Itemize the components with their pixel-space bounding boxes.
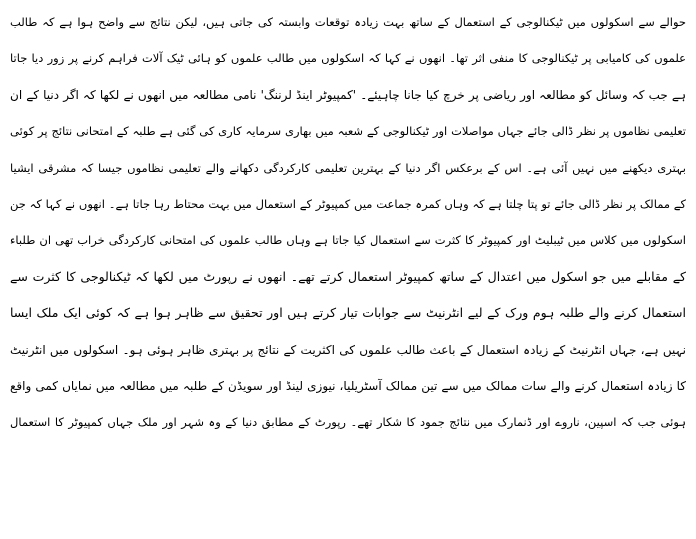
article-line: حوالے سے اسکولوں میں ٹیکنالوجی کے استعمال کے ساتھ بہت زیادہ توقعات وابستہ کی جاتی ہیں، لیکن نتائج سے واضح ہوا ہے کہ طالب	[10, 15, 686, 29]
article-line: ہوئی جب کہ اسپین، ناروے اور ڈنمارک میں نتائج جمود کا شکار تھے۔ رپورٹ کے مطابق دنیا کے وہ شہر اور ملک جہاں کمپیوٹر کا استعمال	[10, 415, 686, 430]
article-line: اسکولوں میں کلاس میں ٹیبلیٹ اور کمپیوٹر کا کثرت سے استعمال کیا جاتا ہے وہاں طالب علموں کی امتحانی کارکردگی خراب تھی ان طلباء	[10, 233, 686, 248]
article-line: تعلیمی نظاموں پر نظر ڈالی جائے جہاں مواصلات اور ٹیکنالوجی کے شعبہ میں بھاری سرمایہ کاری کی گئی ہے طلبہ کے امتحانی نتائج پر کوئی	[10, 124, 686, 139]
article-line: ہے جب کہ وسائل کو مطالعہ اور ریاضی پر خرچ کیا جانا چاہیئے۔ 'کمپیوٹر اینڈ لرننگ' نامی مطالعہ میں انھوں نے لکھا کہ اگر دنیا کے ان	[10, 87, 686, 102]
article-line: استعمال کرنے والے طلبہ ہوم ورک کے لیے انٹرنیٹ سے جوابات تیار کرتے ہیں اور تحقیق سے ظاہر ہوا ہے کہ کوئی ایک ملک ایسا	[10, 305, 686, 321]
article-line: علموں کی کامیابی پر ٹیکنالوجی کا منفی اثر تھا۔ انھوں نے کہا کہ اسکولوں میں طالب علموں کو ہائی ٹیک آلات فراہم کرنے پر زور دیا جاتا	[10, 51, 686, 66]
article-line: کے مقابلے میں جو اسکول میں اعتدال کے ساتھ کمپیوٹر استعمال کرتے تھے۔ انھوں نے رپورٹ میں لکھا کہ ٹیکنالوجی کا کثرت سے	[10, 268, 686, 284]
article-line: نہیں ہے، جہاں انٹرنیٹ کے زیادہ استعمال کے باعث طالب علموں کی اکثریت کے نتائج پر بہتری ظاہر ہوئی ہو۔ اسکولوں میں انٹرنیٹ	[10, 342, 686, 357]
article-line: کے ممالک پر نظر ڈالی جائے تو پتا چلتا ہے کہ وہاں کمرہ جماعت میں کمپیوٹر کے استعمال میں بہت محتاط رہا جاتا ہے۔ انھوں نے کہا کہ جن	[10, 196, 686, 211]
article-line: بہتری دیکھنے میں نہیں آئی ہے۔ اس کے برعکس اگر دنیا کے بہترین تعلیمی کارکردگی دکھانے والے تعلیمی نظاموں جیسا کہ مشرقی ایشیا	[10, 160, 686, 175]
article-line: کا زیادہ استعمال کرنے والے سات ممالک میں سے تین ممالک آسٹریلیا، نیوزی لینڈ اور سویڈن کے طلبہ میں مطالعہ میں نمایاں کمی واقع	[10, 378, 686, 393]
